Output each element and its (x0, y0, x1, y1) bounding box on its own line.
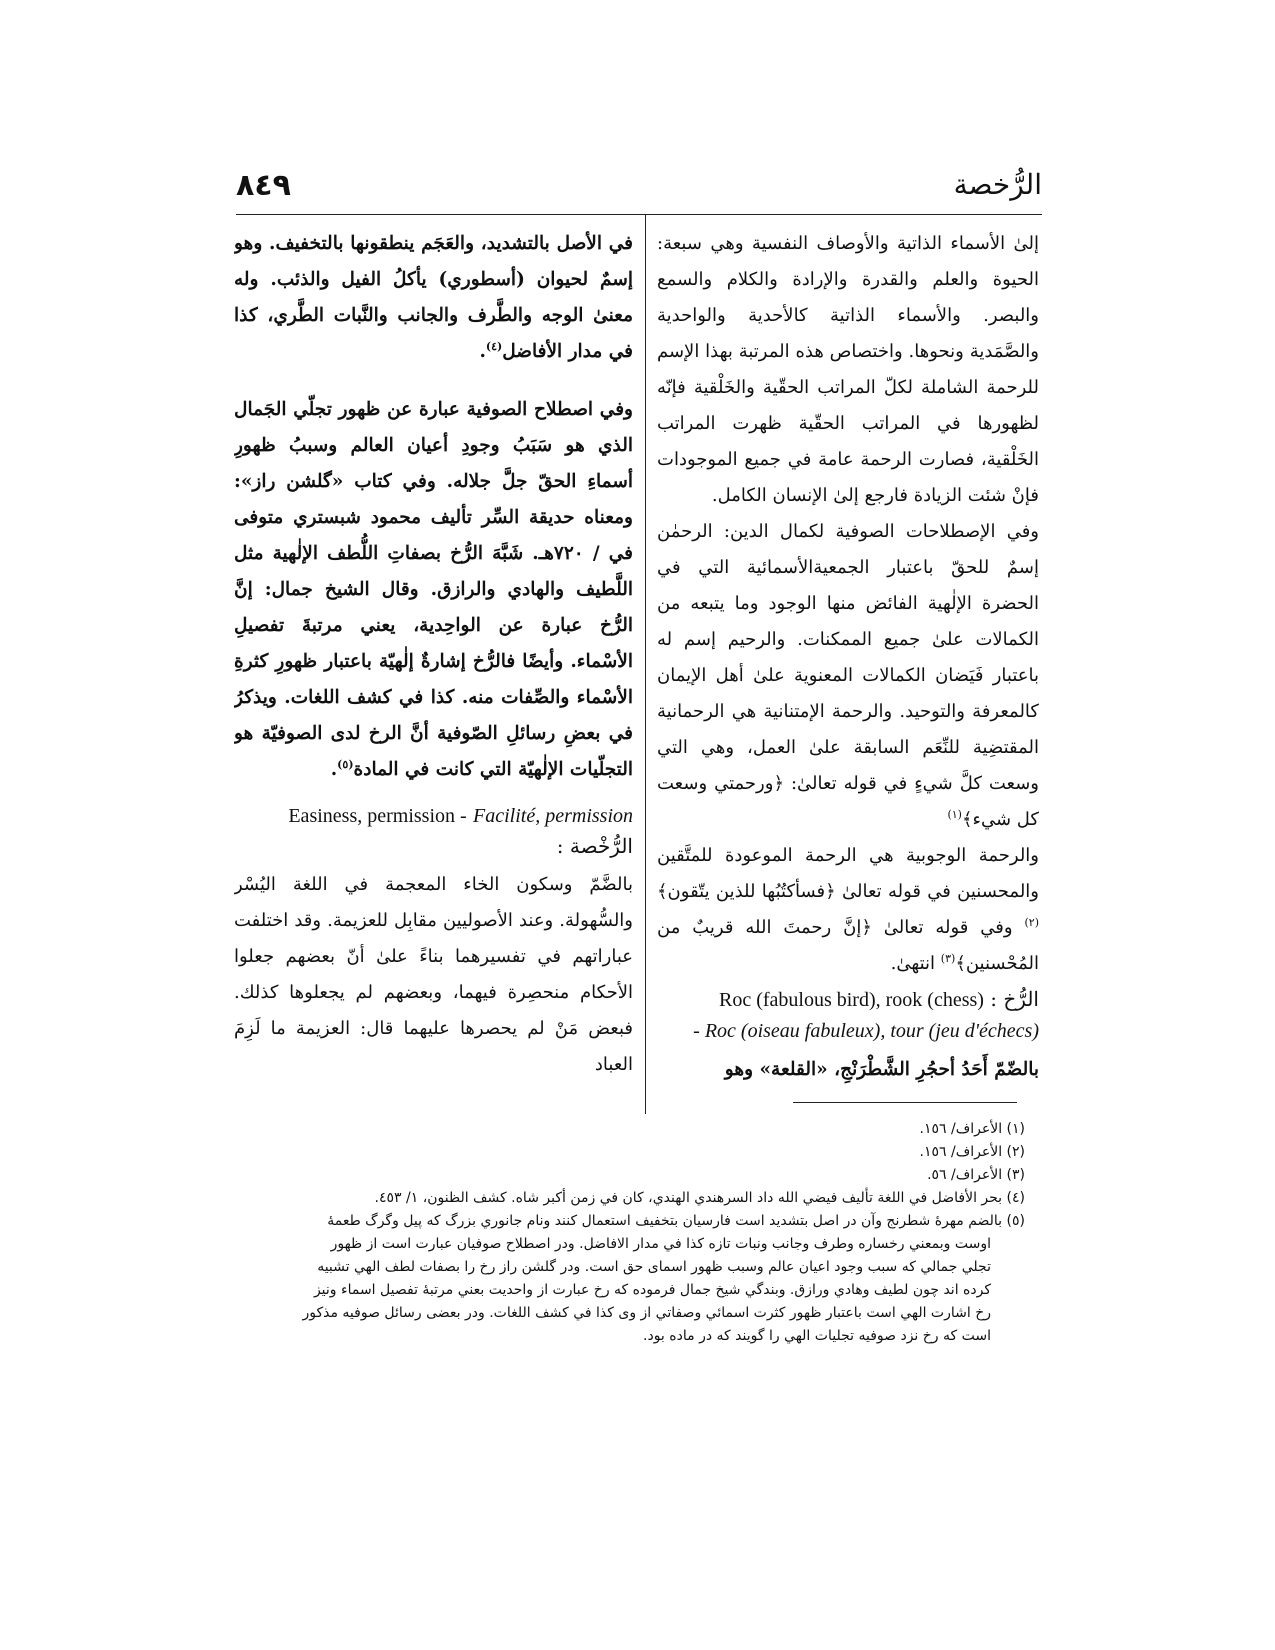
paragraph-text: وفي اصطلاح الصوفية عبارة عن ظهور تجلّي الجَمال الذي هو سَبَبُ وجودِ أعيان العالم وسببُ ظهورِ أسماءِ الحقّ جلَّ جلاله. وفي كتاب «گلشن راز»: ومعناه حديقة السِّر تأليف محمود شبستري متوفى في / ٧٢٠هـ. شَبَّهَ الرُّخ بصفاتِ اللُّطف الإلٰهية مثل اللَّطيف والهادي والرازق. وقال الشيخ جمال: إنَّ الرُّخ عبارة عن الواحِدية، يعني مرتبةَ تفصيلِ الأسْماء. وأيضًا فالرُّخ إشارةٌ إلٰهيّة باعتبار ظهورِ كثرةِ الأسْماء والصِّفات منه. كذا في كشف اللغات. ويذكرُ في بعضِ رسائلِ الصّوفية أنَّ الرخ لدى الصوفيّة هو التجلّيات الإلٰهيّة التي كانت في المادة (234, 399, 633, 780)
footnote: (٥) بالضم مهرهٔ شطرنج وآن در اصل بتشديد است فارسيان بتخفيف استعمال كنند ونام جانوري بزرگ كه پيل وگرگ طعمهٔ (327, 1213, 1025, 1229)
column-divider (645, 214, 646, 1114)
running-head (236, 168, 1042, 215)
footnote-ref: (٤) (485, 339, 503, 353)
punctuation: . (479, 341, 486, 362)
paragraph-text: في الأصل بالتشديد، والعَجَم ينطقونها بالتخفيف. وهو إسمٌ لحيوان (أسطوري) يأكلُ الفيل والذئب. وله معنىٰ الوجه والطَّرف والجانب والنَّبات الطَّري، كذا في مدار الأفاضل (234, 233, 633, 362)
footnote: (١) الأعراف/ ١٥٦. (919, 1121, 1025, 1137)
running-title: الرُّخصة (953, 168, 1042, 201)
entry-english: Easiness, permission - (288, 805, 467, 827)
dictionary-entry-rukhsa (234, 800, 633, 861)
footnote-ref: (٢) (1024, 916, 1039, 929)
footnote-ref: (١) (947, 808, 962, 821)
footnote-rule (793, 1102, 1017, 1103)
footnote-ref: (٥) (337, 757, 354, 771)
paragraph-text: وفي الإصطلاحات الصوفية لكمال الدين: الرحمٰن إسمٌ للحقّ باعتبار الجمعيةالأسمائية التي في الحضرة الإلٰهية الفائض منها الوجود وما يتبعه من الكمالات علىٰ جميع الممكنات. والرحيم إسم له باعتبار فَيَضان الكمالات المعنوية علىٰ أهل الإيمان كالمعرفة والتوحيد. والرحمة الإمتنانية هي الرحمانية المقتضِية للنِّعَم السابقة علىٰ العمل، وهي التي وسعت كلَّ شيءٍ في قوله تعالىٰ: ﴿ورحمتي وسعت كل شيء﴾ (657, 521, 1039, 830)
footnote: (٢) الأعراف/ ١٥٦. (919, 1144, 1025, 1160)
paragraph (234, 226, 633, 370)
paragraph: بالضّمّ أَحَدُ أحجُرِ الشَّطْرَنْجِ، «القلعة» وهو (724, 1059, 1039, 1080)
punctuation: . (330, 759, 338, 780)
footnote-continuation: تجلي جمالي كه سبب وجود اعيان عالم وسبب ظهور اسماى حق است. ودر گلشن راز رخ را بصفات لطف الهي تشبيه (317, 1259, 991, 1275)
paragraph-text: والرحمة الوجوبية هي الرحمة الموعودة للمتَّقين والمحسنين في قوله تعالىٰ ﴿فسأكتُبُها للذين يتّقون﴾ (657, 845, 1039, 902)
page-number: ٨٤٩ (236, 168, 291, 203)
footnotes (255, 1118, 1025, 1348)
paragraph: بالضَّمّ وسكون الخاء المعجمة في اللغة اليُسْر والسُّهولة. وعند الأصوليين مقابِل للعزيمة. وقد اختلفت عباراتهم في تفسيرهما بناءً علىٰ أنّ بعضهم جعلوا الأحكام منحصِرة فيهما، وبعضهم لم يجعلوها كذلك. فبعض مَنْ لم يحصرها عليهما قال: العزيمة ما لَزِمَ العباد (234, 874, 633, 1075)
entry-english: Roc (fabulous bird), rook (chess) (719, 989, 984, 1011)
entry-french: - Roc (oiseau fabuleux), tour (jeu d'échecs) (693, 1020, 1039, 1042)
entry-headword: الرُّخْصة : (556, 834, 633, 858)
right-column (657, 226, 1039, 1102)
entry-headword: الرُّخ : (990, 987, 1039, 1011)
entry-french: Facilité, permission (473, 805, 633, 827)
paragraph (657, 514, 1039, 838)
paragraph: إلىٰ الأسماء الذاتية والأوصاف النفسية وهي سبعة: الحيوة والعلم والقدرة والإرادة والكلام والسمع والبصر. والأسماء الذاتية كالأحدية والواحدية والصَّمَدية ونحوها. واختصاص هذه المرتبة بهذا الإسم للرحمة الشاملة لكلّ المراتب الحقّية والخَلْقية فإنّه لظهورها في المراتب الحقّية ظهرت المراتب الخَلْقية، فصارت الرحمة عامة في جميع الموجودات فإنْ شئت الزيادة فارجع إلىٰ الإنسان الكامل. (657, 233, 1039, 506)
footnote-ref: (٣) (940, 952, 956, 965)
left-column (234, 226, 633, 1102)
footnote: (٣) الأعراف/ ٥٦. (927, 1167, 1025, 1183)
footnote-continuation: اوست وبمعني رخساره وطرف وجانب ونبات تازه كذا في مدار الافاضل. ودر اصطلاح صوفيان عبارت است از ظهور (330, 1236, 991, 1252)
paragraph-text: وفي قوله تعالىٰ ﴿إنَّ رحمتَ الله قريبٌ من المُحْسنين﴾ (657, 917, 1039, 974)
footnote-continuation: است كه رخ نزد صوفيه تجليات الهي را گويند كه در ماده بود. (643, 1328, 991, 1344)
paragraph-text: انتهىٰ. (890, 953, 936, 974)
paragraph (657, 838, 1039, 982)
spacer (234, 370, 633, 392)
footnote-continuation: كرده اند چون لطيف وهادي ورازق. وبندگي شيخ جمال فرموده كه رخ عبارت از واحديت بعني مرتبهٔ تفصيل اسماء ونيز (313, 1282, 991, 1298)
dictionary-entry-rukh (657, 984, 1039, 1046)
footnote-continuation: رخ اشارت الهي است باعتبار ظهور كثرت اسمائي وصفاتي از وى كذا في كشف اللغات. ودر بعضى رسائل صوفيه مذكور (302, 1305, 991, 1321)
footnote: (٤) بحر الأفاضل في اللغة تأليف فيضي الله داد السرهندي الهندي، كان في زمن أكبر شاه. كشف الظنون، ١/ ٤٥٣. (374, 1190, 1025, 1206)
paragraph (234, 392, 633, 788)
